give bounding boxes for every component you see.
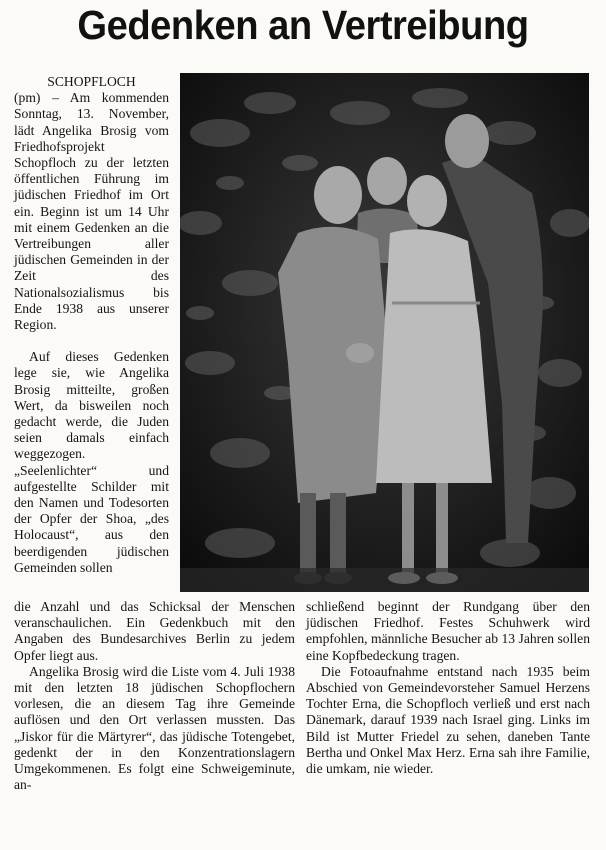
- paragraph-intro: (pm) – Am kommenden Sonntag, 13. November, lädt Angelika Brosig vom Friedhofsprojekt Schopfloch zu der letzten öffentlichen Führung im jüdischen Friedhof im Ort ein. Beginn ist um 14 Uhr mit einem Gedenken an die Vertreibungen aller jüdischen Gemeinden in der Zeit des Nationalsozialismus bis Ende 1938 aus unserer Region.: [14, 90, 169, 333]
- paragraph-list-reading: Angelika Brosig wird die Liste vom 4. Juli 1938 mit den letzten 18 jüdischen Schopflochern vorlesen, die an diesem Tag ihre Gemeinde auflösen und den Ort verlassen mussten. Das „Jiskor für die Märtyrer“, das jüdische Totengebet, gedenkt der in den Konzentrationslagern Umgekommenen. Es folgt eine Schweigeminute, an-: [14, 663, 295, 793]
- historical-photo: [180, 73, 589, 592]
- article-column-bottom-right: [306, 599, 590, 777]
- article-column-left: [14, 74, 169, 576]
- paragraph-remembrance: Auf dieses Gedenken lege sie, wie Angelika Brosig mitteilte, großen Wert, da bisweilen noch gedacht werde, die Juden seien damals einfach weggezogen. „Seelenlichter“ und aufgestellte Schilder mit den Namen und Todesorten der Opfer der Shoa, „des Holocaust“, aus den beerdigenden jüdischen Gemeinden sollen: [14, 349, 169, 575]
- paragraph-photo-caption: Die Fotoaufnahme entstand nach 1935 beim Abschied von Gemeindevorsteher Samuel Herzens Tochter Erna, die Schopfloch verließ und erst nach Dänemark, darauf 1939 nach Israel ging. Links im Bild ist Mutter Friedel zu sehen, daneben Tante Bertha und Onkel Max Herz. Erna sah ihre Familie, die umkam, nie wieder.: [306, 663, 590, 777]
- article-column-bottom-left: [14, 599, 295, 793]
- paragraph-memorial-book: die Anzahl und das Schicksal der Menschen veranschaulichen. Ein Gedenkbuch mit den Angaben des Bundesarchives Berlin zu jedem Opfer liegt aus.: [14, 599, 295, 663]
- headline: Gedenken an Vertreibung: [77, 2, 529, 48]
- paragraph-tour: schließend beginnt der Rundgang über den jüdischen Friedhof. Festes Schuhwerk wird empfohlen, männliche Besucher ab 13 Jahren sollen eine Kopfbedeckung tragen.: [306, 599, 590, 663]
- dateline: SCHOPFLOCH: [47, 74, 136, 89]
